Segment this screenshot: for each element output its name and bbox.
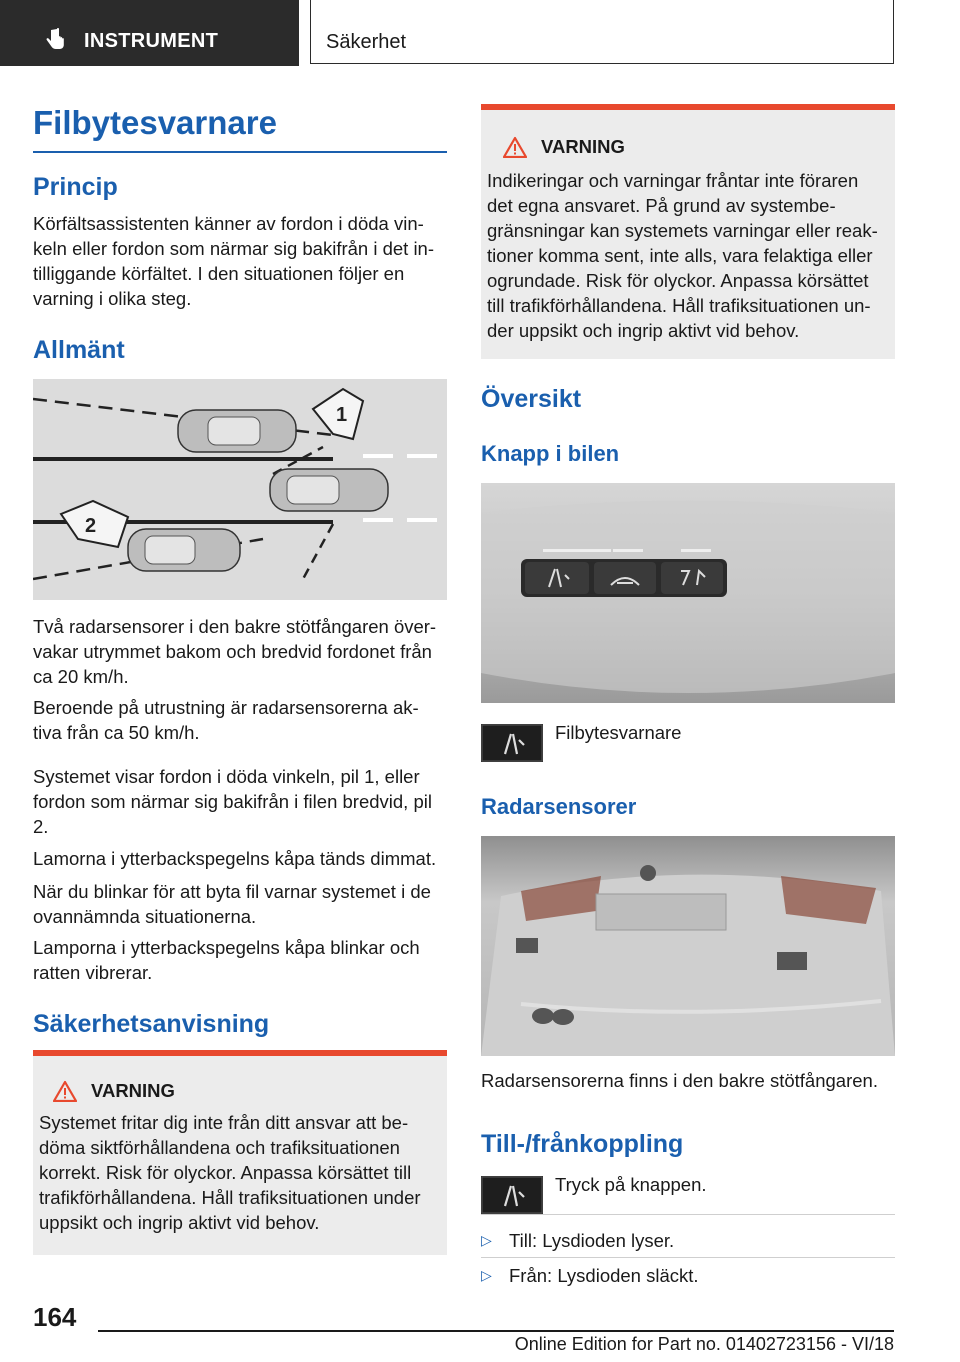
princip-text: Körfältsassistenten känner av fordon i döda vin-keln eller fordon som närmar sig bakifrån i det in-tilliggande körfältet. I den situationen följer en varning i olika steg. (33, 213, 435, 309)
paragraph-3: Systemet visar fordon i döda vinkeln, pil 1, eller fordon som närmar sig bakifrån i filen bredvid, pil 2. (33, 766, 432, 837)
chapter-tab-label: INSTRUMENT (84, 30, 219, 52)
warning-box-right (481, 104, 895, 359)
list-item: ▷ Från: Lysdioden släckt. (481, 1264, 699, 1286)
section-header (310, 0, 894, 64)
rear-bumper-photo (481, 836, 895, 1056)
warning-box-left (33, 1050, 447, 1255)
title-divider (33, 151, 447, 153)
paragraph-4: Lamorna i ytterbackspegelns kåpa tänds dimmat. (33, 848, 437, 869)
lane-change-button-icon (481, 724, 543, 762)
toggle-text: Tryck på knappen. (555, 1174, 707, 1195)
triangle-bullet-icon: ▷ (481, 1231, 492, 1248)
heading-radar: Radarsensorer (481, 794, 637, 819)
heading-safety: Säkerhetsanvisning (33, 1010, 270, 1038)
button-panel-photo (481, 483, 895, 703)
bullet-list (481, 1226, 895, 1289)
paragraph-2: Beroende på utrustning är radarsensorerna ak-tiva från ca 50 km/h. (33, 697, 419, 743)
page-number: 164 (33, 1302, 77, 1332)
car-bottom (128, 529, 240, 571)
lane-change-button-icon (481, 1176, 543, 1214)
svg-text:2: 2 (85, 515, 97, 537)
warning-triangle-icon (503, 136, 527, 158)
button-caption: Filbytesvarnare (555, 722, 682, 743)
heading-toggle: Till-/frånkoppling (481, 1130, 684, 1158)
section-title: Säkerhet (326, 31, 407, 53)
warning-text: Systemet fritar dig inte från ditt ansvar att be-döma siktförhållandena och trafiksituationen korrekt. Risk för olyckor. Anpassa körsättet till trafikförhållandena. Håll trafiksituationen under uppsikt och ingrip aktivt vid behov. (39, 1112, 421, 1233)
heading-oversikt: Översikt (481, 385, 582, 413)
triangle-bullet-icon: ▷ (481, 1266, 492, 1283)
divider (481, 1257, 895, 1258)
divider (481, 1214, 895, 1215)
footer-divider (98, 1330, 894, 1332)
list-item: ▷ Till: Lysdioden lyser. (481, 1229, 675, 1251)
paragraph-6: Lamporna i ytterbackspegelns kåpa blinkar och ratten vibrerar. (33, 937, 420, 983)
radar-text: Radarsensorerna finns i den bakre stötfångaren. (481, 1070, 878, 1091)
warning-text: Indikeringar och varningar fråntar inte föraren det egna ansvaret. På grund av systembe-gränsningar kan systemets varningar eller reak-tioner komma sent, inte alls, vara felaktiga eller ogrundade. Risk för olyckor. Anpassa körsättet till trafikförhållandena. Håll trafiksituationen un-der uppsikt och ingrip aktivt vid behov. (487, 170, 878, 341)
car-middle (270, 469, 388, 511)
paragraph-1: Två radarsensorer i den bakre stötfångaren över-vakar utrymmet bakom och bredvid fordonet från ca 20 km/h. (33, 616, 437, 687)
paragraph-5: När du blinkar för att byta fil varnar systemet i de ovannämnda situationerna. (33, 881, 431, 927)
heading-allmant: Allmänt (33, 336, 125, 364)
blind-spot-diagram (33, 379, 447, 600)
heading-princip: Princip (33, 173, 118, 201)
chapter-tab[interactable] (0, 0, 299, 66)
svg-text:1: 1 (336, 404, 348, 426)
warning-title: VARNING (541, 136, 625, 157)
warning-triangle-icon (53, 1080, 77, 1102)
page-title: Filbytesvarnare (33, 104, 277, 141)
heading-knapp: Knapp i bilen (481, 441, 620, 466)
edition-text: Online Edition for Part no. 01402723156 - VI/18 (514, 1334, 894, 1354)
car-top (178, 410, 296, 452)
warning-title: VARNING (91, 1080, 175, 1101)
hand-pointer-icon (44, 28, 66, 52)
